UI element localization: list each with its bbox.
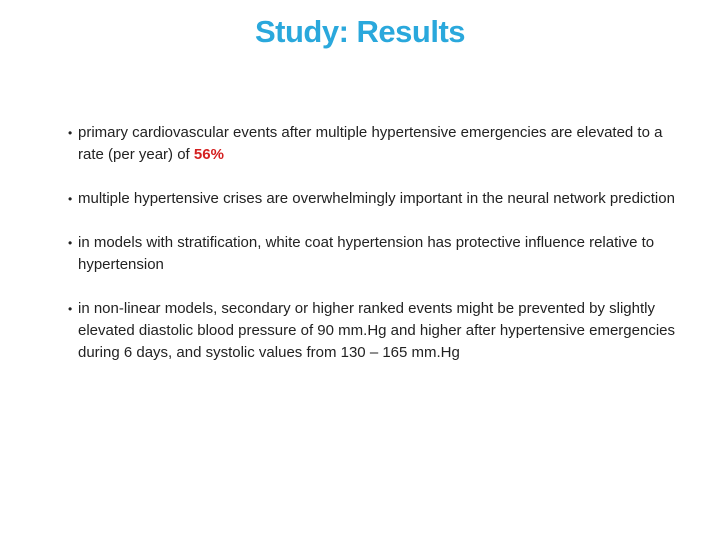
bullet-text: in non-linear models, secondary or higher ranked events might be prevented by slightly elevated diastolic blood pressure of 90 mm.Hg and higher after hypertensive emergencies during 6 days, and systolic values from 130 – 165 mm.Hg xyxy=(78,300,675,361)
bullet-text: in models with stratification, white coat hypertension has protective influence relative to hypertension xyxy=(78,234,655,273)
bullet-text: primary cardiovascular events after multiple hypertensive emergencies are elevated to a rate (per year) of xyxy=(78,124,663,163)
bullet-item-neural-network xyxy=(68,188,678,210)
bullet-item-primary-events xyxy=(68,122,678,166)
highlight-value: 56% xyxy=(193,146,224,163)
slide-title: Study: Results xyxy=(254,14,466,49)
bullet-list xyxy=(68,122,678,386)
bullet-item-non-linear xyxy=(68,298,678,364)
bullet-text: multiple hypertensive crises are overwhelmingly important in the neural network prediction xyxy=(78,190,675,207)
bullet-item-white-coat xyxy=(68,232,678,276)
